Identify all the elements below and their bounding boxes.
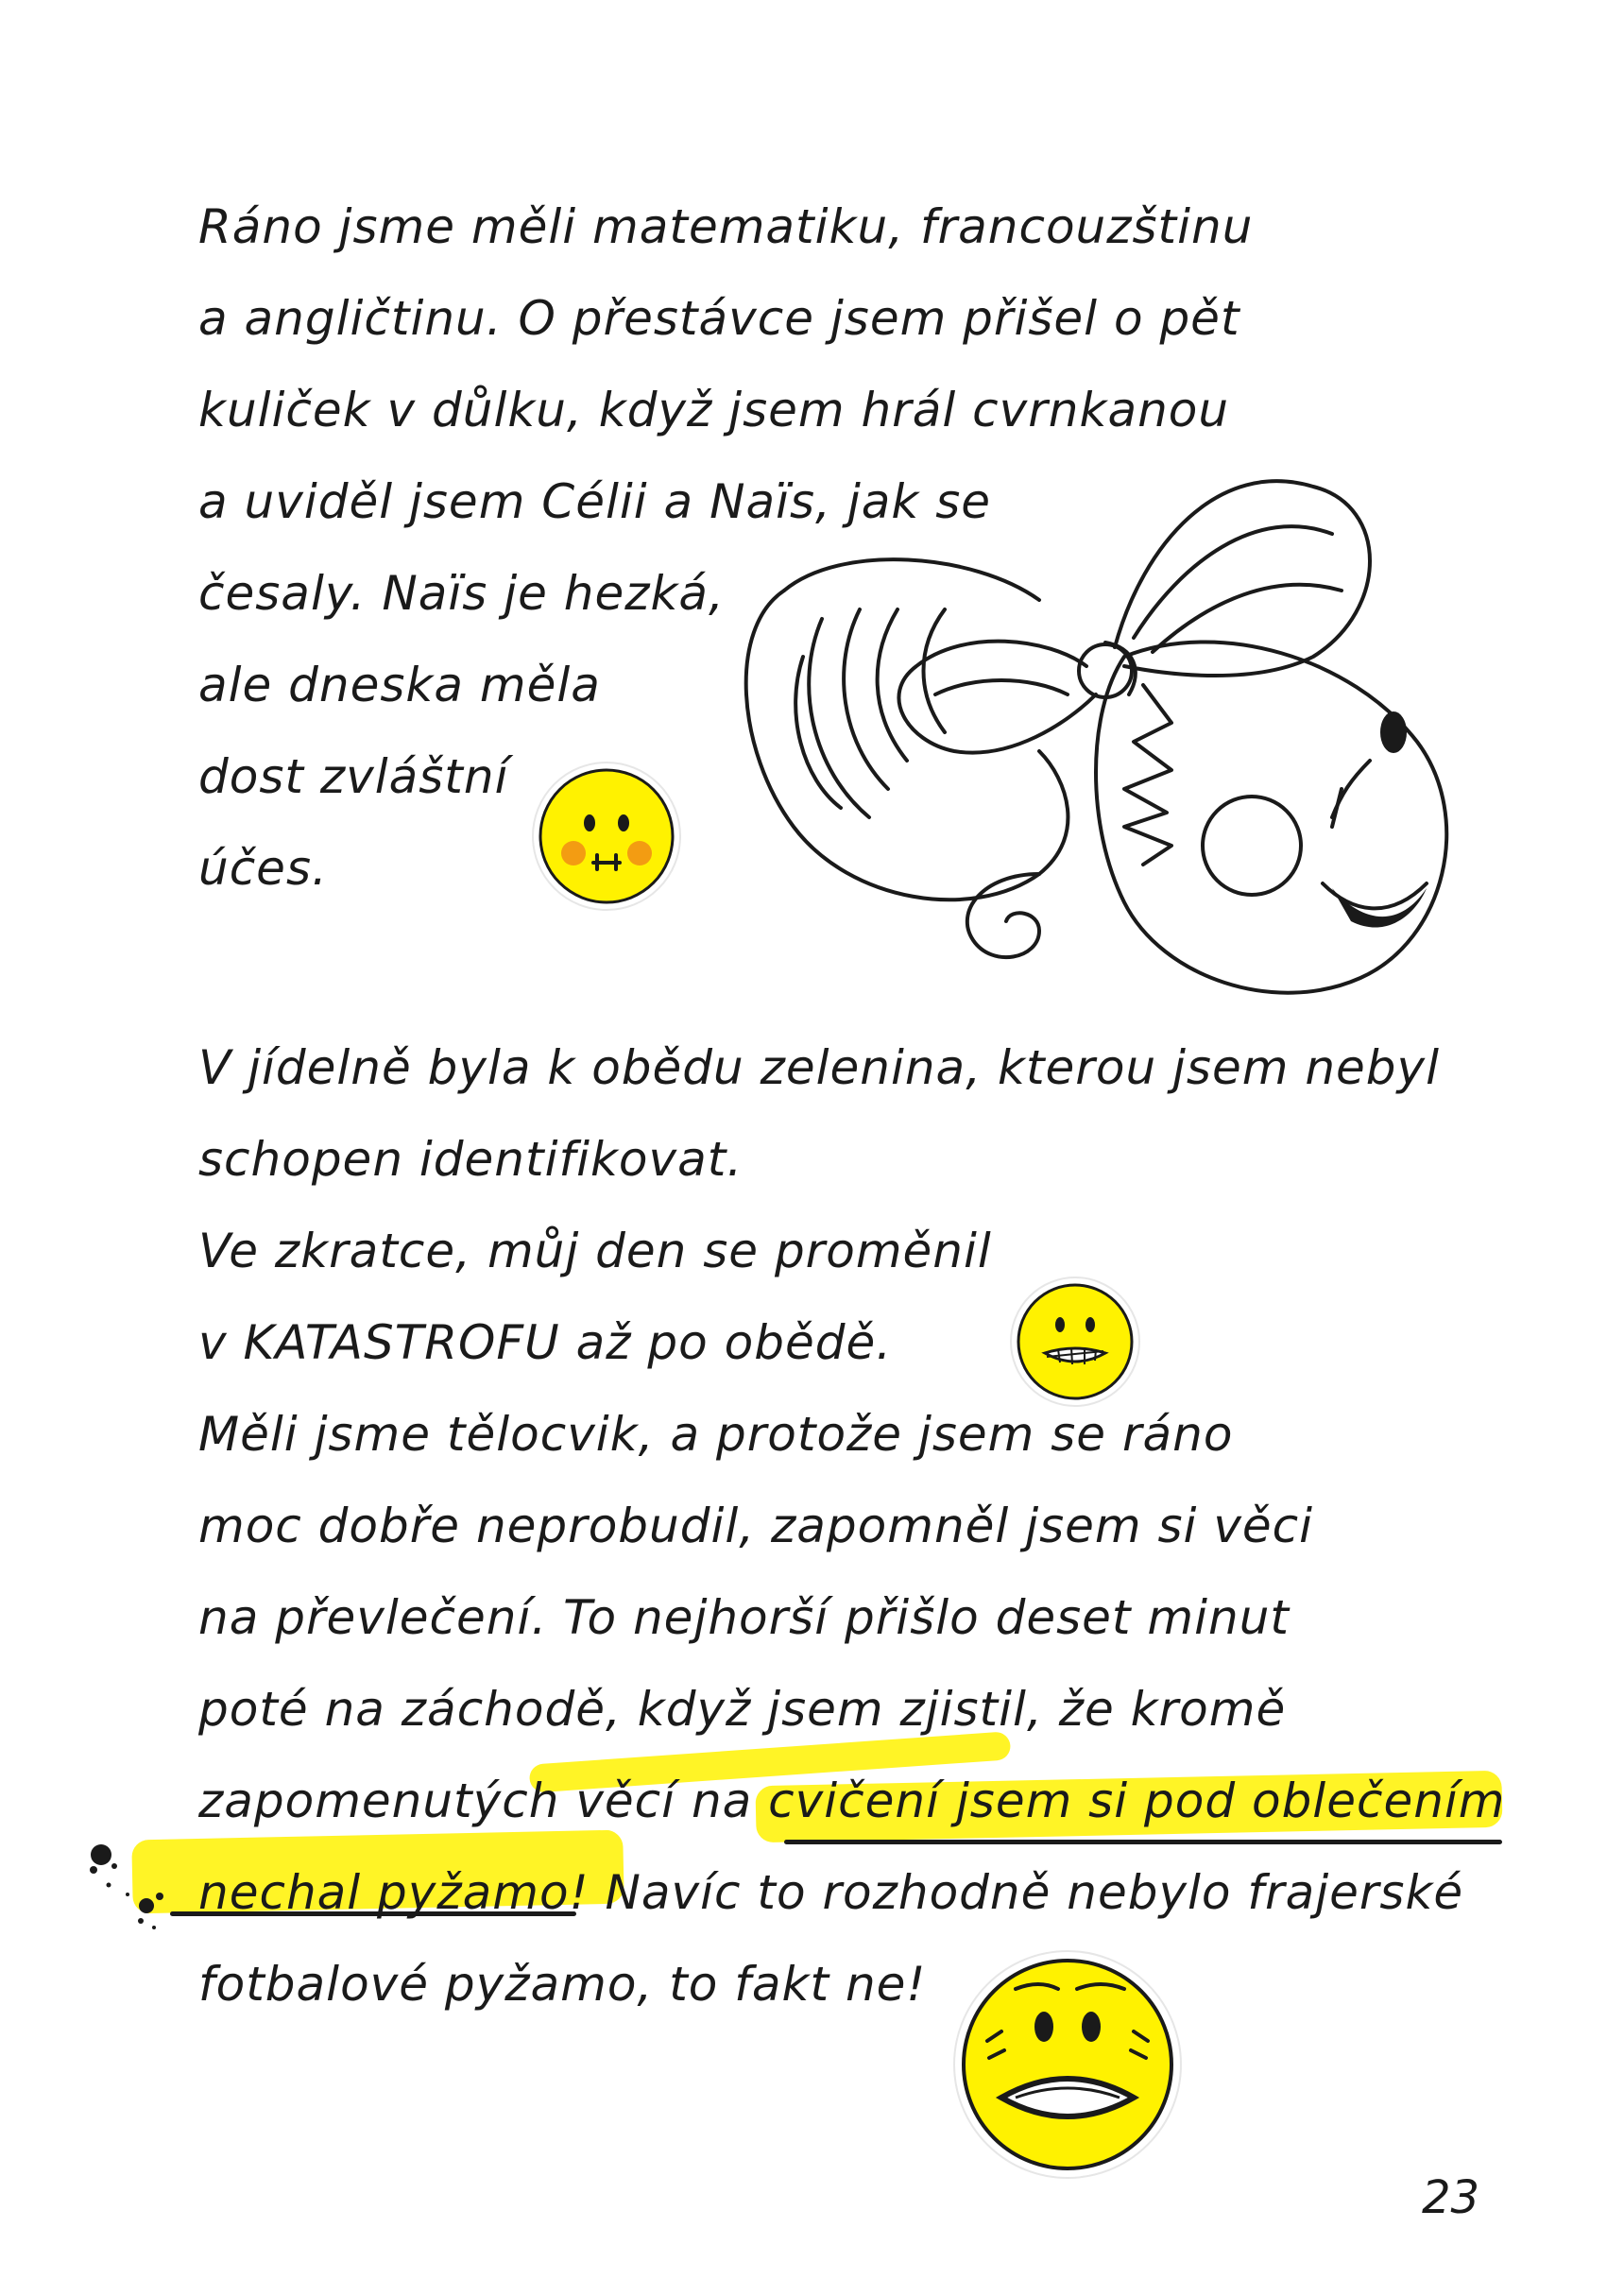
page-number: 23 — [1422, 2171, 1480, 2224]
text-line: kuliček v důlku, když jsem hrál cvrnkanou — [198, 383, 1230, 437]
text-line: zapomenutých věcí na cvičení jsem si pod oblečením — [198, 1774, 1506, 1828]
text-line: Měli jsme tělocvik, a protože jsem se ráno — [198, 1407, 1234, 1462]
text-line: poté na záchodě, když jsem zjistil, že kromě — [198, 1682, 1287, 1737]
text-line: česaly. Naïs je hezká, — [198, 566, 725, 621]
text-line: V jídelně byla k obědu zelenina, kterou jsem nebyl — [198, 1040, 1441, 1095]
text-line: schopen identifikovat. — [198, 1132, 744, 1187]
text-line: na převlečení. To nejhorší přišlo deset minut — [198, 1590, 1291, 1645]
text-line: moc dobře neprobudil, zapomněl jsem si věci — [198, 1499, 1314, 1553]
text-line: a angličtinu. O přestávce jsem přišel o pět — [198, 291, 1240, 346]
girl-with-hair-bow-drawing — [727, 468, 1483, 1016]
text-line: ale dneska měla — [198, 658, 601, 712]
scared-face-emoji — [949, 1946, 1186, 2183]
underline-1 — [784, 1840, 1502, 1844]
text-line: v KATASTROFU až po obědě. — [198, 1315, 893, 1370]
text-line: fotbalové pyžamo, to fakt ne! — [198, 1957, 927, 2012]
text-line: Ráno jsme měli matematiku, francouzštinu — [198, 199, 1254, 254]
text-line: nechal pyžamo! Navíc to rozhodně nebylo frajerské — [198, 1865, 1464, 1920]
text-line: Ve zkratce, můj den se proměnil — [198, 1224, 992, 1278]
text-line: dost zvláštní — [198, 749, 509, 804]
ink-splatter — [80, 1838, 184, 1942]
text-line: účes. — [198, 841, 328, 896]
text-line: a uviděl jsem Célii a Naïs, jak se — [198, 474, 992, 529]
blushing-face-emoji — [531, 761, 682, 912]
grimacing-face-emoji — [1009, 1276, 1141, 1408]
